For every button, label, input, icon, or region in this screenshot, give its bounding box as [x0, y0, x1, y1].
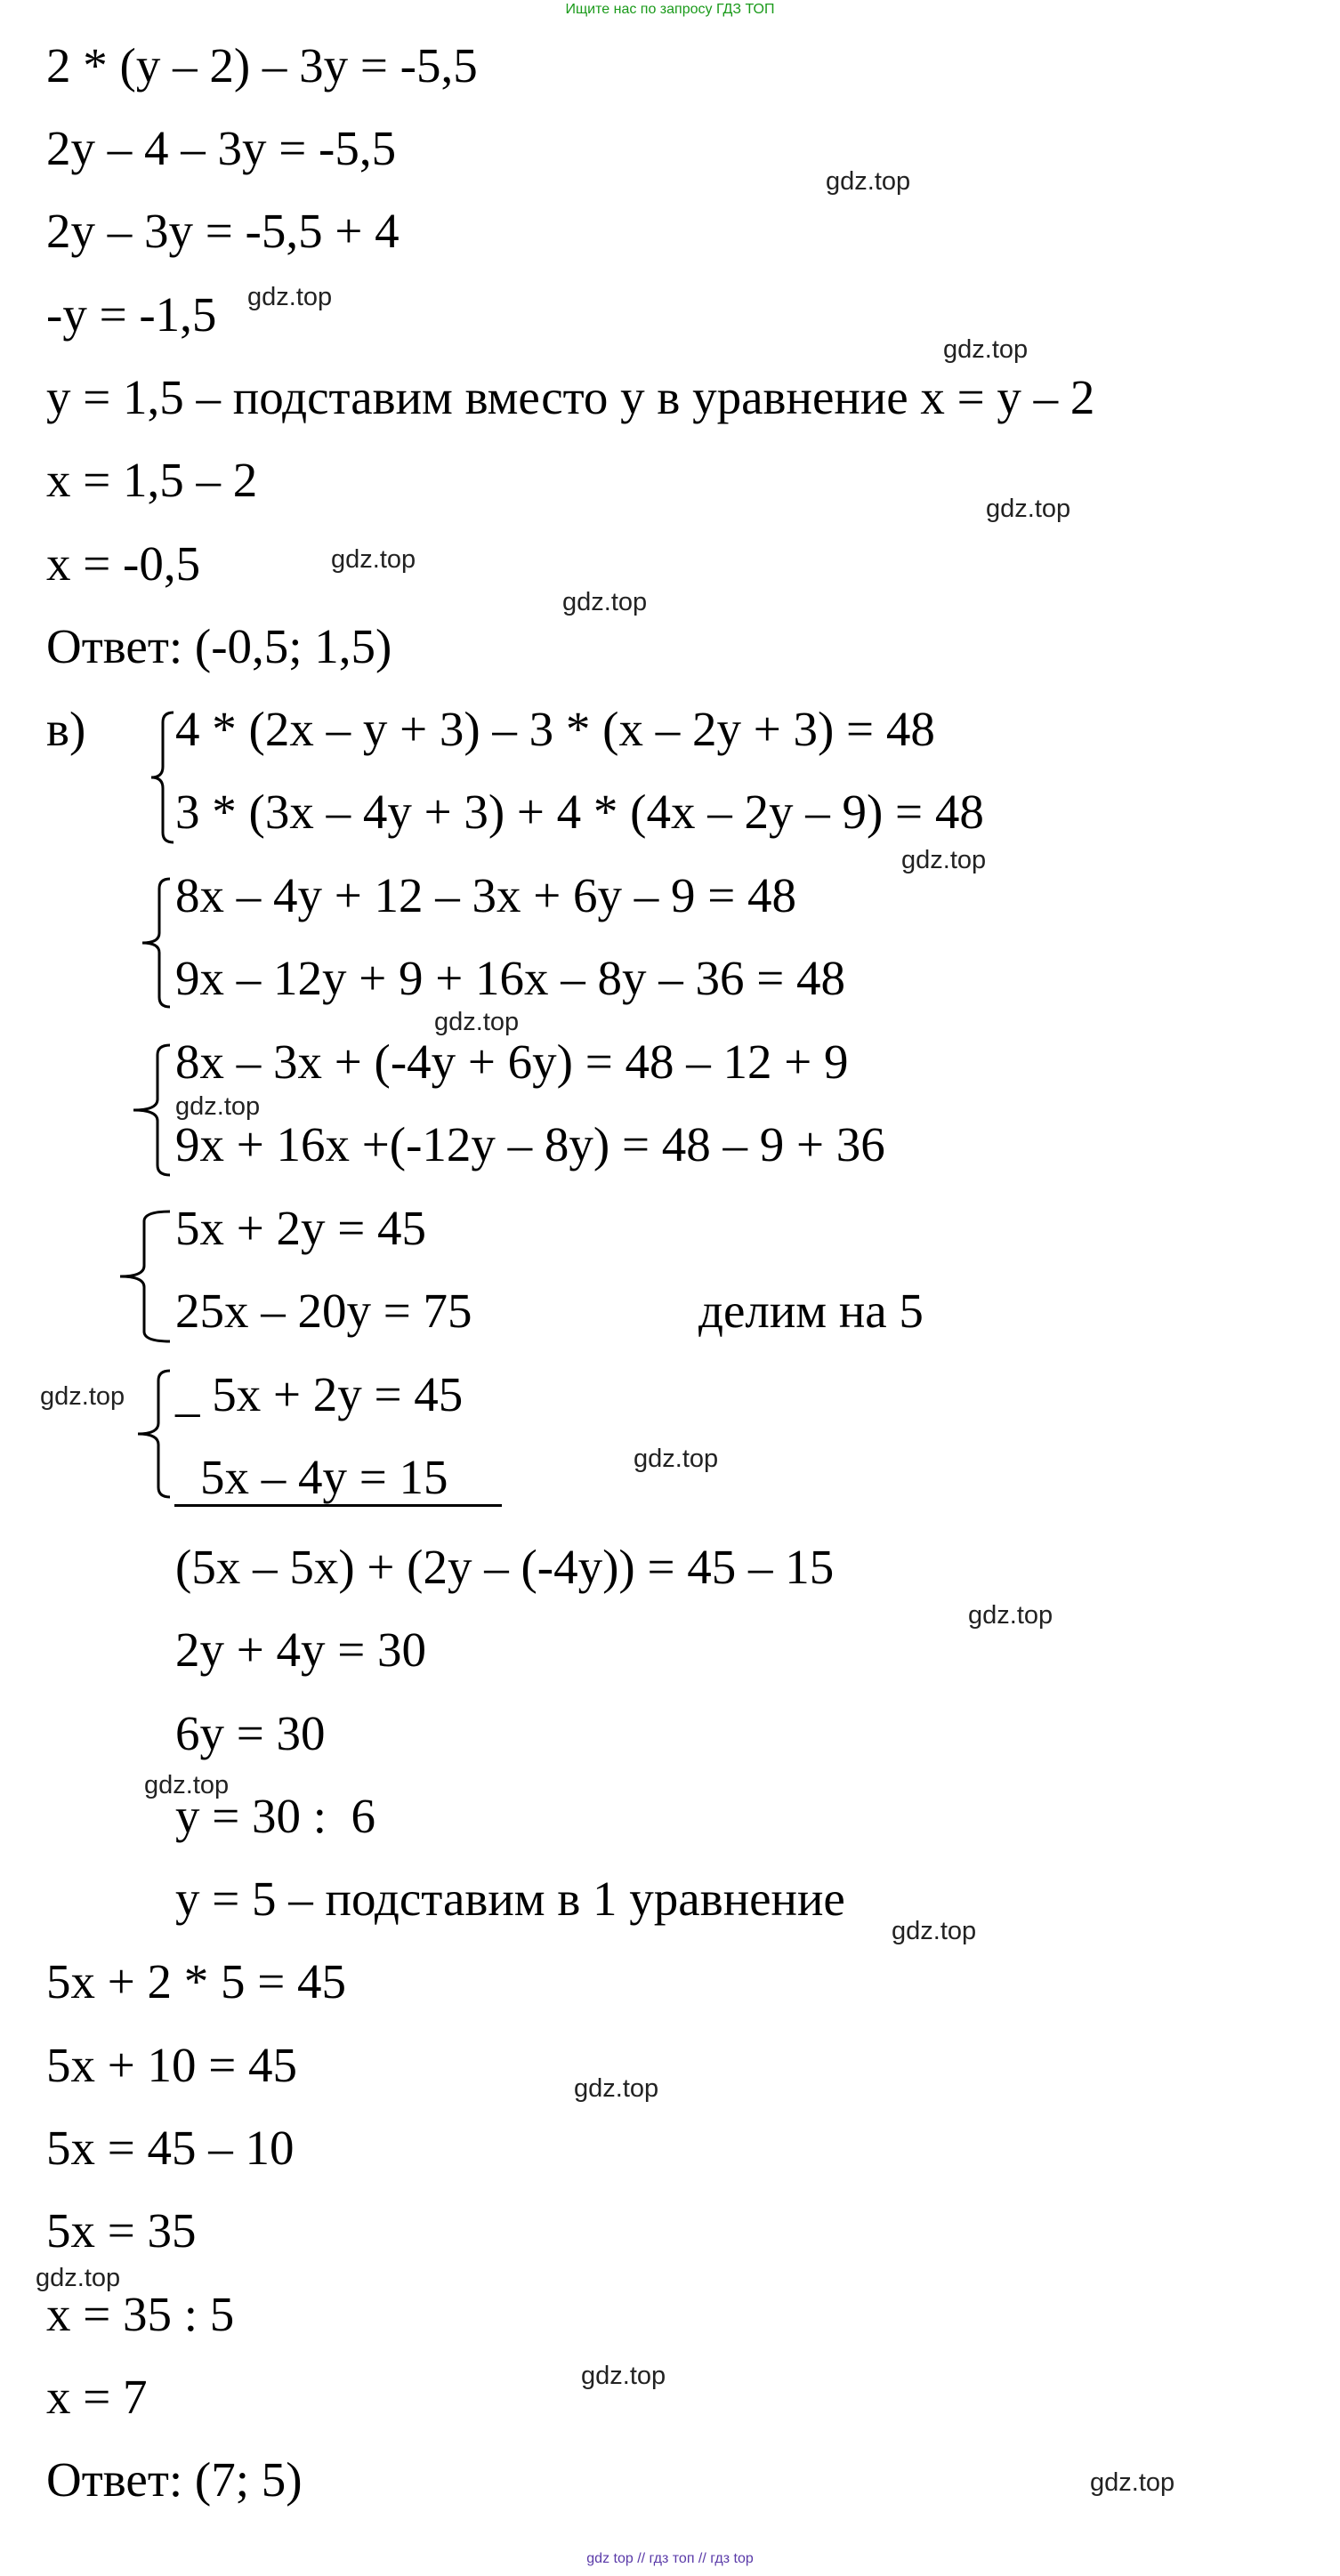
equation-line: _ 5x + 2y = 45	[175, 1367, 464, 1421]
watermark: gdz.top	[986, 495, 1071, 523]
equation-line: 5x + 2 * 5 = 45	[46, 1954, 347, 2008]
equation-line: 2y – 4 – 3y = -5,5	[46, 121, 397, 175]
equation-line: 2y – 3y = -5,5 + 4	[46, 204, 400, 258]
equation-line: 5x = 35	[46, 2203, 197, 2258]
system-brace	[138, 876, 174, 1010]
equation-line: 2y + 4y = 30	[175, 1622, 427, 1677]
equation-line: 8x – 3x + (-4y + 6y) = 48 – 12 + 9	[175, 1034, 849, 1089]
watermark: gdz.top	[968, 1601, 1053, 1630]
subtraction-underline	[174, 1504, 502, 1507]
equation-line: 5x + 2y = 45	[175, 1201, 427, 1255]
equation-line: 5x – 4y = 15	[200, 1450, 448, 1504]
answer-line: Ответ: (-0,5; 1,5)	[46, 619, 392, 673]
system-brace	[129, 1042, 174, 1178]
equation-line: x = 7	[46, 2370, 148, 2424]
equation-line: 25x – 20y = 75	[175, 1284, 472, 1338]
equation-line: 4 * (2x – y + 3) – 3 * (x – 2y + 3) = 48	[175, 702, 935, 756]
watermark: gdz.top	[331, 545, 416, 574]
watermark: gdz.top	[247, 283, 333, 311]
watermark: gdz.top	[562, 588, 648, 616]
watermark: gdz.top	[943, 335, 1029, 364]
equation-line: 9x + 16x +(-12y – 8y) = 48 – 9 + 36	[175, 1117, 885, 1171]
watermark: gdz.top	[40, 1382, 125, 1411]
footer-links[interactable]: gdz top // гдз топ // гдз top	[586, 2551, 754, 2566]
equation-line: y = 1,5 – подставим вместо у в уравнение x = y – 2	[46, 370, 1095, 424]
system-brace	[116, 1209, 174, 1344]
equation-line: 8x – 4y + 12 – 3x + 6y – 9 = 48	[175, 868, 797, 922]
equation-line: -y = -1,5	[46, 287, 217, 342]
watermark: gdz.top	[892, 1917, 977, 1945]
watermark: gdz.top	[634, 1445, 719, 1473]
part-label: в)	[46, 702, 86, 756]
watermark: gdz.top	[36, 2264, 121, 2292]
equation-line: 9x – 12y + 9 + 16x – 8y – 36 = 48	[175, 951, 846, 1005]
equation-line: x = 1,5 – 2	[46, 453, 258, 507]
equation-line: 5x = 45 – 10	[46, 2121, 295, 2175]
watermark: gdz.top	[434, 1008, 520, 1036]
answer-line: Ответ: (7; 5)	[46, 2452, 303, 2507]
note-text: делим на 5	[698, 1284, 924, 1338]
system-brace	[133, 1368, 174, 1500]
equation-line: x = 35 : 5	[46, 2287, 235, 2341]
watermark: gdz.top	[581, 2362, 666, 2390]
equation-line: y = 5 – подставим в 1 уравнение	[175, 1872, 845, 1926]
header-search-link[interactable]: Ищите нас по запросу ГДЗ ТОП	[565, 2, 775, 17]
watermark: gdz.top	[175, 1092, 261, 1121]
watermark: gdz.top	[574, 2074, 659, 2103]
equation-line: 2 * (y – 2) – 3y = -5,5	[46, 38, 478, 93]
watermark: gdz.top	[826, 167, 911, 196]
equation-line: 3 * (3x – 4y + 3) + 4 * (4x – 2y – 9) = 48	[175, 785, 984, 839]
watermark: gdz.top	[901, 846, 987, 874]
watermark: gdz.top	[144, 1771, 230, 1799]
system-brace	[147, 710, 179, 845]
equation-line: 6y = 30	[175, 1706, 326, 1760]
equation-line: (5x – 5x) + (2y – (-4y)) = 45 – 15	[175, 1540, 835, 1594]
equation-line: 5x + 10 = 45	[46, 2038, 298, 2092]
equation-line: y = 30 : 6	[175, 1789, 376, 1843]
watermark: gdz.top	[1090, 2468, 1175, 2497]
equation-line: x = -0,5	[46, 536, 201, 591]
